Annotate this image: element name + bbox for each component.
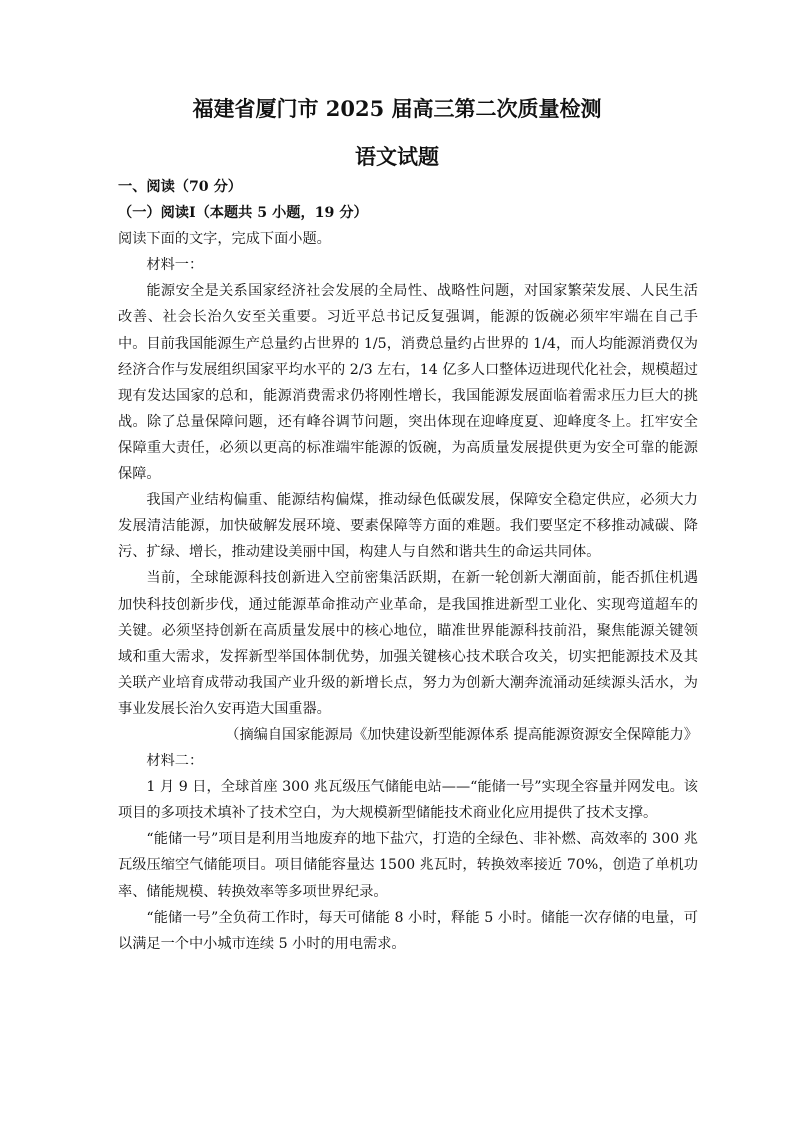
material-one-source: （摘编自国家能源局《加快建设新型能源体系 提高能源资源安全保障能力》 <box>225 726 698 743</box>
document-subtitle: 语文试题 <box>355 144 439 169</box>
document-body <box>118 174 698 957</box>
material-one-paragraph: 能源安全是关系国家经济社会发展的全局性、战略性问题，对国家繁荣发展、人民生活改善、社会长治久安至关重要。习近平总书记反复强调，能源的饭碗必须牢牢端在自己手中。目前我国能源生产总量约占世界的 1/5，消费总量约占世界的 1/4，而人均能源消费仅为经济合作与发展组织国家平均水平的 2/3 左右，14 亿多人口整体迈进现代化社会，规模超过现有发达国家的总和，能源消费需求仍将刚性增长，我国能源发展面临着需求压力巨大的挑战。除了总量保障问题，还有峰谷调节问题，突出体现在迎峰度夏、迎峰度冬上。扛牢安全保障重大责任，必须以更高的标准端牢能源的饭碗，为高质量发展提供更为安全可靠的能源保障。 <box>118 283 698 483</box>
material-one-paragraph: 当前，全球能源科技创新进入空前密集活跃期，在新一轮创新大潮面前，能否抓住机遇加快科技创新步伐，通过能源革命推动产业革命，是我国推进新型工业化、实现弯道超车的关键。必须坚持创新在高质量发展中的核心地位，瞄准世界能源科技前沿，聚焦能源关键领域和重大需求，发挥新型举国体制优势，加强关键核心技术联合攻关，切实把能源技术及其关联产业培育成带动我国产业升级的新增长点，努力为创新大潮奔流涌动延续源头活水，为事业发展长治久安再造大国重器。 <box>118 570 698 717</box>
material-one-paragraph: 我国产业结构偏重、能源结构偏煤，推动绿色低碳发展，保障安全稳定供应，必须大力发展清洁能源，加快破解发展环境、要素保障等方面的难题。我们要坚定不移推动减碳、降污、扩绿、增长，推动建设美丽中国，构建人与自然和谐共生的命运共同体。 <box>118 492 698 561</box>
material-two-paragraph: “能储一号”项目是利用当地废弃的地下盐穴，打造的全绿色、非补燃、高效率的 300 兆瓦级压缩空气储能项目。项目储能容量达 1500 兆瓦时，转换效率接近 70%，创造了单机功率、储能规模、转换效率等多项世界纪录。 <box>118 831 698 900</box>
material-two-label: 材料二： <box>146 753 204 770</box>
document-title: 福建省厦门市 2025 届高三第二次质量检测 <box>192 96 602 121</box>
material-two-paragraph: “能储一号”全负荷工作时，每天可储能 8 小时，释能 5 小时。储能一次存储的电量，可以满足一个中小城市连续 5 小时的用电需求。 <box>118 909 698 952</box>
subsection-heading: （一）阅读Ⅰ（本题共 5 小题，19 分） <box>118 205 368 222</box>
material-two-paragraph: 1 月 9 日，全球首座 300 兆瓦级压气储能电站——“能储一号”实现全容量并网发电。该项目的多项技术填补了技术空白，为大规模新型储能技术商业化应用提供了技术支撑。 <box>118 779 698 822</box>
instruction-text: 阅读下面的文字，完成下面小题。 <box>118 231 331 248</box>
material-one-label: 材料一： <box>146 257 204 274</box>
section-heading: 一、阅读（70 分） <box>118 179 242 195</box>
